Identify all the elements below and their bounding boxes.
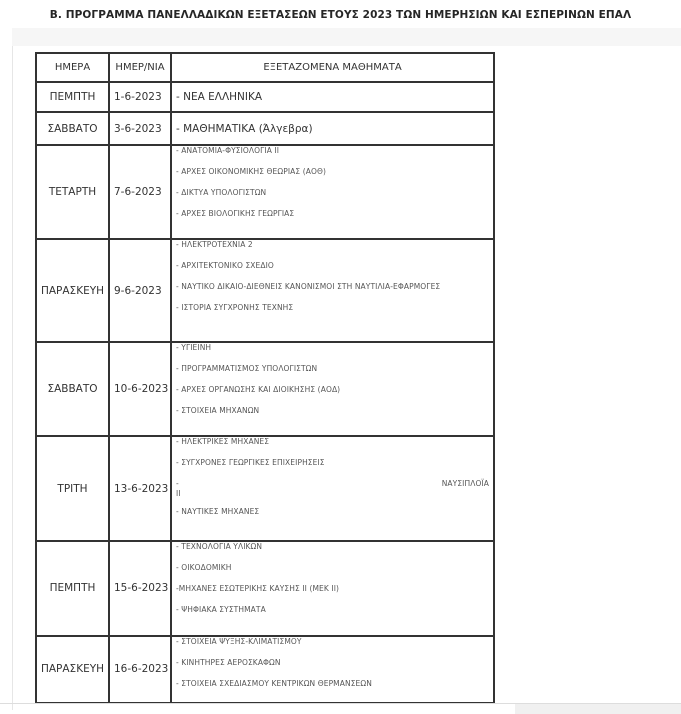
top-shade [12, 28, 681, 46]
table-row [36, 239, 494, 342]
subject-item: - ΑΡΧΙΤΕΚΤΟΝΙΚΟ ΣΧΕΔΙΟ [176, 260, 274, 270]
subject-item: - ΣΥΓΧΡΟΝΕΣ ΓΕΩΡΓΙΚΕΣ ΕΠΙΧΕΙΡΗΣΕΙΣ [176, 458, 325, 468]
row-subjects [171, 436, 494, 541]
table-row [36, 82, 494, 113]
row-day: ΠΑΡΑΣΚΕΥΗ [36, 636, 109, 704]
exam-schedule-table [35, 52, 495, 704]
row-day: ΣΑΒΒΑΤΟ [36, 342, 109, 436]
subject-item: -ΜΗΧΑΝΕΣ ΕΣΩΤΕΡΙΚΗΣ ΚΑΥΣΗΣ ΙΙ (ΜΕΚ ΙΙ) [176, 584, 340, 594]
row-date: 3-6-2023 [109, 112, 171, 145]
row-date: 9-6-2023 [109, 239, 171, 342]
subject-item: - ΥΓΙΕΙΝΗ [176, 343, 212, 353]
subject-item: - ΣΤΟΙΧΕΙΑ ΣΧΕΔΙΑΣΜΟΥ ΚΕΝΤΡΙΚΩΝ ΘΕΡΜΑΝΣΕΩΝ [176, 678, 372, 688]
header-date: ΗΜΕΡ/ΝΙΑ [109, 53, 171, 82]
subject-item: - ΨΗΦΙΑΚΑ ΣΥΣΤΗΜΑΤΑ [176, 605, 266, 615]
subject-suffix: ΙΙ [176, 489, 181, 499]
table-row [36, 541, 494, 635]
subject-item: - ΑΡΧΕΣ ΟΙΚΟΝΟΜΙΚΗΣ ΘΕΩΡΙΑΣ (ΑΟΘ) [176, 166, 327, 176]
table-row [36, 145, 494, 239]
subject-item: - ΔΙΚΤΥΑ ΥΠΟΛΟΓΙΣΤΩΝ [176, 187, 267, 197]
subject-item: - ΝΑΥΤΙΚΟ ΔΙΚΑΙΟ-ΔΙΕΘΝΕΙΣ ΚΑΝΟΝΙΣΜΟΙ ΣΤΗ ΝΑΥΤΙΛΙΑ-ΕΦΑΡΜΟΓΕΣ [176, 281, 441, 291]
row-subjects [171, 145, 494, 239]
subject-item: - ΟΙΚΟΔΟΜΙΚΗ [176, 563, 232, 573]
table-header-row [36, 53, 494, 82]
subject-item: - ΑΡΧΕΣ ΟΡΓΑΝΩΣΗΣ ΚΑΙ ΔΙΟΙΚΗΣΗΣ (ΑΟΔ) [176, 385, 341, 395]
row-subjects [171, 239, 494, 342]
subject-item-split [176, 479, 489, 499]
subject-dash: - [176, 479, 179, 489]
bottom-shade [515, 704, 681, 714]
subject-name: ΝΑΥΣΙΠΛΟΪΑ [441, 479, 489, 489]
subject-item: - ΗΛΕΚΤΡΙΚΕΣ ΜΗΧΑΝΕΣ [176, 437, 270, 447]
row-date: 16-6-2023 [109, 636, 171, 704]
subject-item: - ΣΤΟΙΧΕΙΑ ΜΗΧΑΝΩΝ [176, 406, 260, 416]
subject-item: - ΚΙΝΗΤΗΡΕΣ ΑΕΡΟΣΚΑΦΩΝ [176, 657, 281, 667]
row-subject: - ΜΑΘΗΜΑΤΙΚΑ (Άλγεβρα) [171, 112, 494, 145]
row-date: 13-6-2023 [109, 436, 171, 541]
row-day: ΠΕΜΠΤΗ [36, 541, 109, 635]
subject-item: - ΝΑΥΤΙΚΕΣ ΜΗΧΑΝΕΣ [176, 507, 260, 517]
row-date: 1-6-2023 [109, 82, 171, 113]
row-date: 7-6-2023 [109, 145, 171, 239]
row-subject: - ΝΕΑ ΕΛΛΗΝΙΚΑ [171, 82, 494, 113]
row-day: ΤΕΤΑΡΤΗ [36, 145, 109, 239]
row-day: ΠΑΡΑΣΚΕΥΗ [36, 239, 109, 342]
row-date: 15-6-2023 [109, 541, 171, 635]
row-day: ΣΑΒΒΑΤΟ [36, 112, 109, 145]
subject-item: - ΣΤΟΙΧΕΙΑ ΨΥΞΗΣ-ΚΛΙΜΑΤΙΣΜΟΥ [176, 636, 302, 646]
subject-item: - ΑΝΑΤΟΜΙΑ-ΦΥΣΙΟΛΟΓΙΑ ΙΙ [176, 145, 280, 155]
subject-item: - ΑΡΧΕΣ ΒΙΟΛΟΓΙΚΗΣ ΓΕΩΡΓΙΑΣ [176, 208, 295, 218]
table-row [36, 436, 494, 541]
subject-item: - ΤΕΧΝΟΛΟΓΙΑ ΥΛΙΚΩΝ [176, 542, 263, 552]
row-subjects [171, 342, 494, 436]
table-row [36, 636, 494, 704]
subject-item: - ΗΛΕΚΤΡΟΤΕΧΝΙΑ 2 [176, 239, 253, 249]
left-rule [12, 46, 13, 710]
row-subjects [171, 636, 494, 704]
row-date: 10-6-2023 [109, 342, 171, 436]
table-row [36, 112, 494, 145]
row-day: ΤΡΙΤΗ [36, 436, 109, 541]
header-subjects: ΕΞΕΤΑΖΟΜΕΝΑ ΜΑΘΗΜΑΤΑ [171, 53, 494, 82]
row-day: ΠΕΜΠΤΗ [36, 82, 109, 113]
header-day: ΗΜΕΡΑ [36, 53, 109, 82]
document-title: Β. ΠΡΟΓΡΑΜΜΑ ΠΑΝΕΛΛΑΔΙΚΩΝ ΕΞΕΤΑΣΕΩΝ ΕΤΟΥΣ 2023 ΤΩΝ ΗΜΕΡΗΣΙΩΝ ΚΑΙ ΕΣΠΕΡΙΝΩΝ ΕΠΑΛ [49, 9, 632, 21]
subject-item: - ΠΡΟΓΡΑΜΜΑΤΙΣΜΟΣ ΥΠΟΛΟΓΙΣΤΩΝ [176, 364, 318, 374]
row-subjects [171, 541, 494, 635]
table-row [36, 342, 494, 436]
subject-item: - ΙΣΤΟΡΙΑ ΣΥΓΧΡΟΝΗΣ ΤΕΧΝΗΣ [176, 302, 294, 312]
